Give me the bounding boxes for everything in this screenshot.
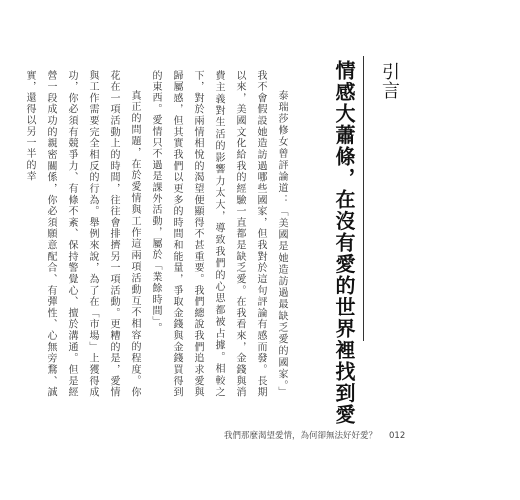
running-title: 我們那麼渴望愛情，為何卻無法好好愛？ [224,431,378,441]
chapter-divider [363,56,364,341]
page-footer [224,429,405,441]
chapter-title: 情感大蕭條，在沒有愛的世界裡找到愛 [332,60,356,426]
body-text [19,70,292,398]
page-number: 012 [389,431,406,441]
paragraph-1: 泰瑞莎修女曾評論道：「美國是她造訪過最缺乏愛的國家。」我不會假設她造訪過哪些國家，但我對於這句評論有感而發。長期以來，美國文化給我的經驗一直都是缺乏愛。在我看來，金錢與消費主義對生活的影響力太大，導致我們的心思都被占據。相較之下，對於兩情相悅的渴望便顯得不甚重要。我們總說我們追求愛與歸屬感，但其實我們以更多的時間和能量，爭取金錢與金錢買得到的東西。愛情只不過是課外活動，屬於「業餘時間」。 [150,70,287,398]
chapter-label: 引言 [379,62,400,100]
paragraph-2: 真正的問題，在於愛情與工作這兩項活動互不相容的程度。你花在一項活動上的時間，往往會排擠另一項活動。更糟的是，愛情與工作需要完全相反的行為。舉例來說，為了在「市場」上獲得成功，你必須有競爭力、有條不紊、保持警覺心、擅於溝通。但是經營一段成功的親密關係，你必須願意配合、有彈性、心無旁鶩、誠實，還得以另一半的幸 [24,70,140,398]
